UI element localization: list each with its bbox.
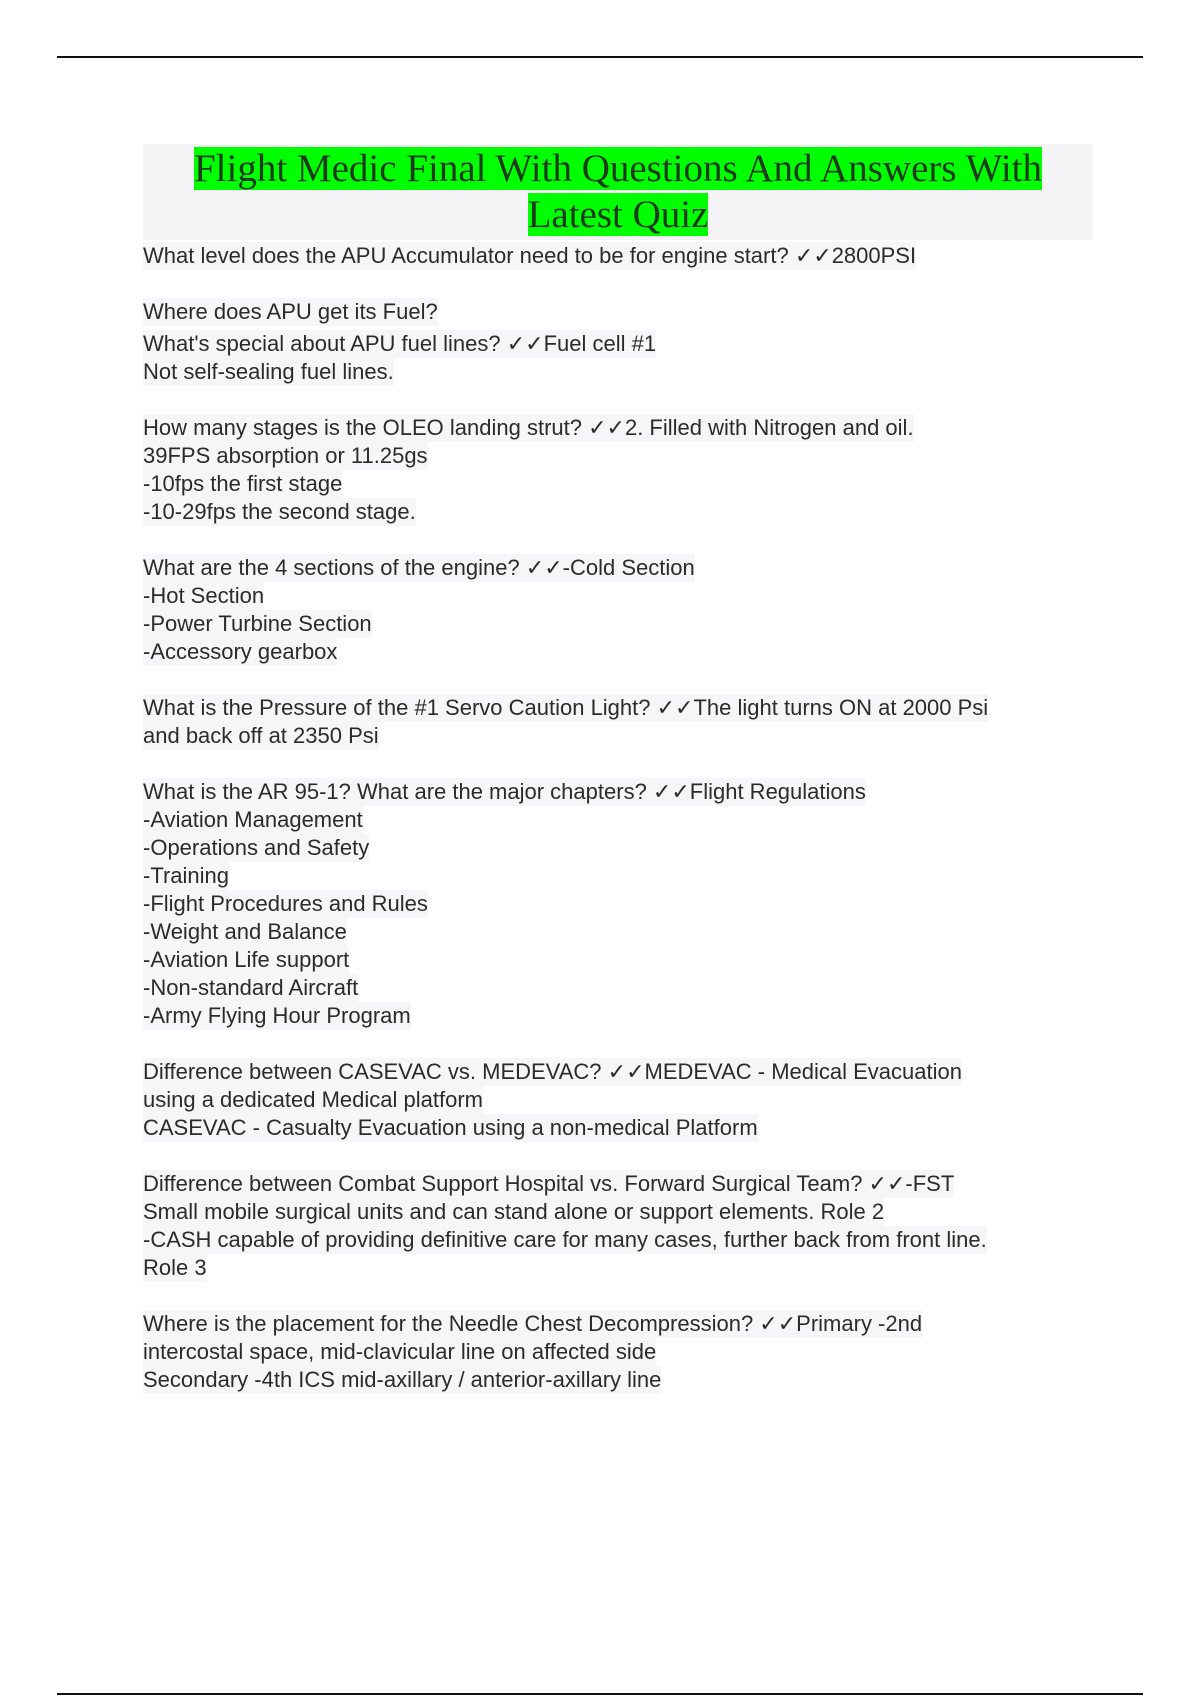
qa-line: What's special about APU fuel lines? ✓✓Fuel cell #1 — [143, 331, 657, 356]
qa-line: What is the Pressure of the #1 Servo Caution Light? ✓✓The light turns ON at 2000 Psi — [143, 695, 989, 720]
qa-line: Small mobile surgical units and can stand alone or support elements. Role 2 — [143, 1199, 885, 1224]
qa-line: intercostal space, mid-clavicular line on affected side — [143, 1339, 657, 1364]
qa-line: -Weight and Balance — [143, 919, 347, 944]
qa-line: What is the AR 95-1? What are the major chapters? ✓✓Flight Regulations — [143, 779, 866, 804]
qa-entry — [143, 554, 1093, 666]
qa-line: -Power Turbine Section — [143, 611, 372, 636]
document-title: Flight Medic Final With Questions And Answers With Latest Quiz — [193, 147, 1043, 236]
qa-line: CASEVAC - Casualty Evacuation using a non-medical Platform — [143, 1115, 758, 1140]
qa-entry — [143, 1058, 1093, 1142]
qa-line: Secondary -4th ICS mid-axillary / anterior-axillary line — [143, 1367, 662, 1392]
qa-line: What level does the APU Accumulator need to be for engine start? ✓✓2800PSI — [143, 243, 917, 268]
qa-line: -10fps the first stage — [143, 471, 343, 496]
qa-line: What are the 4 sections of the engine? ✓✓-Cold Section — [143, 555, 695, 580]
qa-line: -Accessory gearbox — [143, 639, 338, 664]
qa-entry — [143, 694, 1093, 750]
qa-line: -Army Flying Hour Program — [143, 1003, 411, 1028]
title-block — [143, 144, 1093, 240]
qa-line: Role 3 — [143, 1255, 207, 1280]
qa-entry — [143, 778, 1093, 1030]
qa-entry — [143, 298, 1093, 386]
qa-line: Difference between Combat Support Hospital vs. Forward Surgical Team? ✓✓-FST — [143, 1171, 955, 1196]
qa-line: -Operations and Safety — [143, 835, 370, 860]
qa-line: -Non-standard Aircraft — [143, 975, 359, 1000]
qa-line: Not self-sealing fuel lines. — [143, 359, 394, 384]
qa-entry — [143, 242, 1093, 270]
qa-line: Where is the placement for the Needle Chest Decompression? ✓✓Primary -2nd — [143, 1311, 923, 1336]
qa-line: -Hot Section — [143, 583, 265, 608]
qa-line: -10-29fps the second stage. — [143, 499, 416, 524]
qa-entry — [143, 414, 1093, 526]
qa-entry — [143, 1170, 1093, 1282]
footer-rule — [57, 1693, 1143, 1695]
qa-line: using a dedicated Medical platform — [143, 1087, 483, 1112]
qa-line: -CASH capable of providing definitive care for many cases, further back from front line. — [143, 1227, 987, 1252]
header-rule — [57, 56, 1143, 58]
qa-line: Where does APU get its Fuel? — [143, 299, 438, 324]
document-body — [143, 144, 1093, 1422]
qa-line: and back off at 2350 Psi — [143, 723, 379, 748]
qa-line: -Aviation Life support — [143, 947, 350, 972]
qa-line: -Aviation Management — [143, 807, 363, 832]
qa-line: 39FPS absorption or 11.25gs — [143, 443, 428, 468]
qa-line: -Training — [143, 863, 229, 888]
qa-list — [143, 242, 1093, 1394]
qa-line: How many stages is the OLEO landing strut? ✓✓2. Filled with Nitrogen and oil. — [143, 415, 914, 440]
qa-line: Difference between CASEVAC vs. MEDEVAC? ✓✓MEDEVAC - Medical Evacuation — [143, 1059, 962, 1084]
qa-line: -Flight Procedures and Rules — [143, 891, 428, 916]
qa-entry — [143, 1310, 1093, 1394]
